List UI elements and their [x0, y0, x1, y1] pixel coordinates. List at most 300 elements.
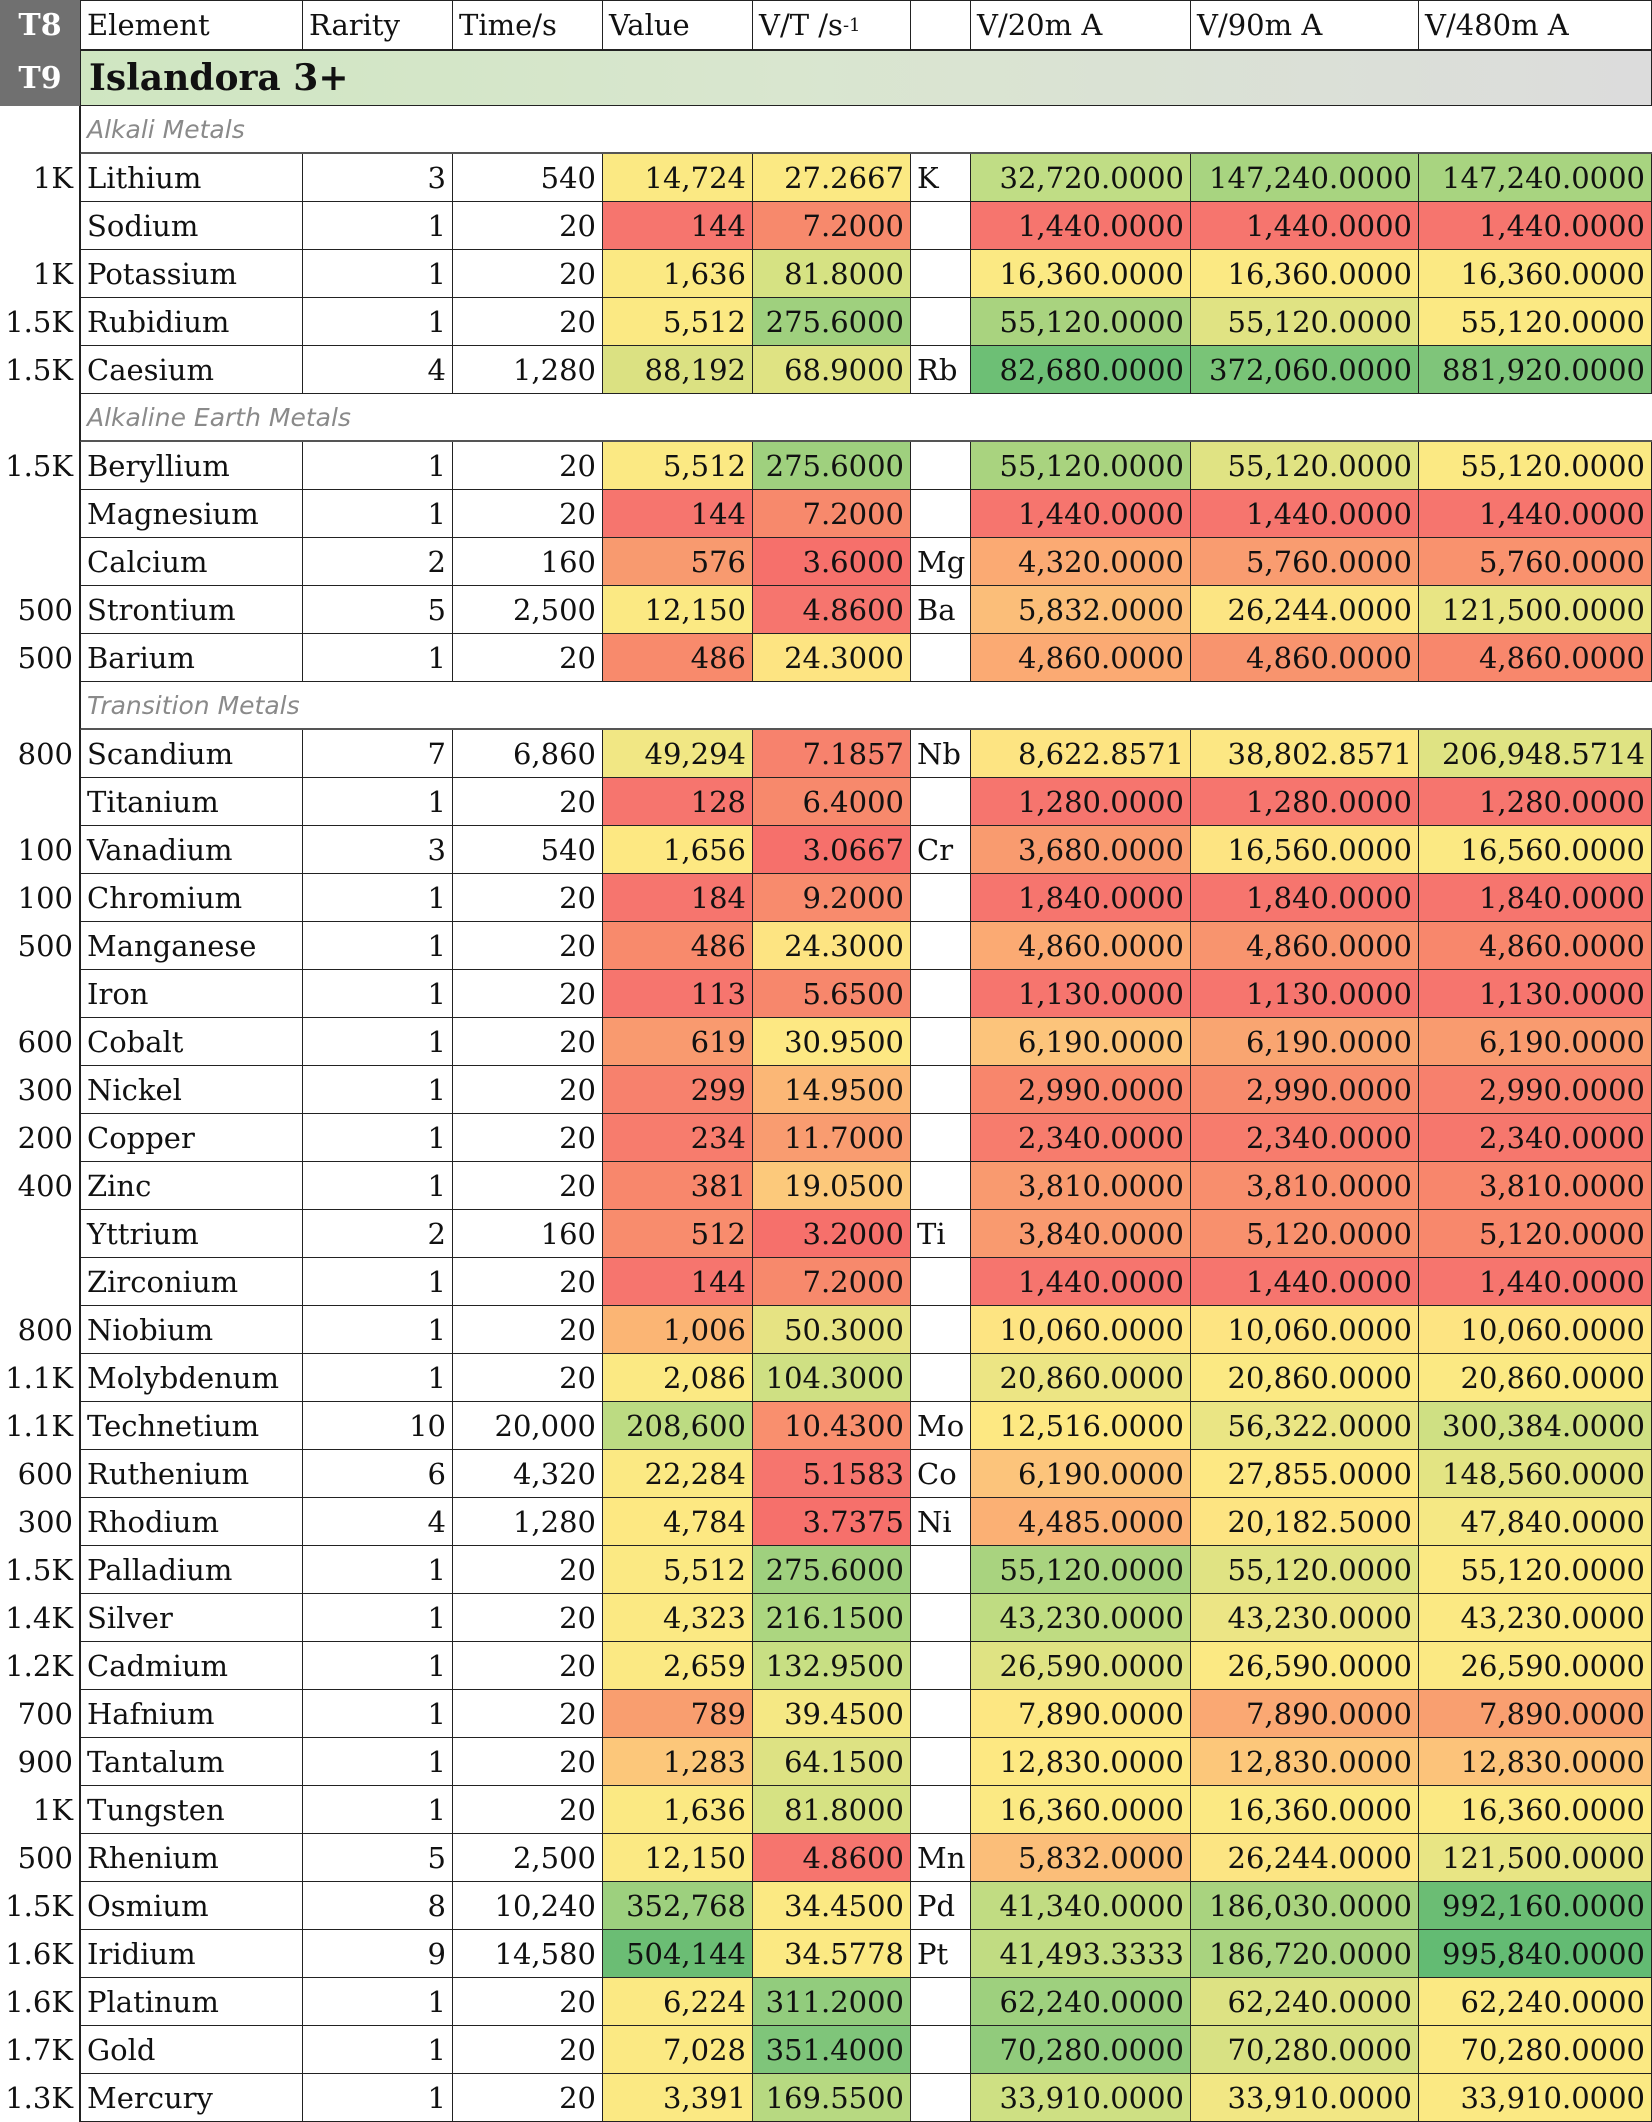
cell-vt[interactable]: 169.5500 — [752, 2074, 910, 2122]
cell-element[interactable]: Copper — [80, 1114, 302, 1162]
cell-element[interactable]: Platinum — [80, 1978, 302, 2026]
cell-vt[interactable]: 3.6000 — [752, 538, 910, 586]
col-header-v480[interactable]: V/480m A — [1418, 0, 1652, 50]
cell-element[interactable]: Palladium — [80, 1546, 302, 1594]
cell-time[interactable]: 20 — [452, 298, 602, 346]
cell-element[interactable]: Gold — [80, 2026, 302, 2074]
cell-rarity[interactable]: 9 — [302, 1930, 452, 1978]
cell-ref[interactable]: Pt — [910, 1930, 970, 1978]
cell-rarity[interactable]: 4 — [302, 1498, 452, 1546]
cell-v20[interactable]: 41,493.3333 — [970, 1930, 1190, 1978]
cell-time[interactable]: 540 — [452, 154, 602, 202]
cell-element[interactable]: Caesium — [80, 346, 302, 394]
cell-ref[interactable]: Mo — [910, 1402, 970, 1450]
cell-v480[interactable]: 147,240.0000 — [1418, 154, 1652, 202]
cell-v90[interactable]: 16,360.0000 — [1190, 250, 1418, 298]
cell-v20[interactable]: 2,990.0000 — [970, 1066, 1190, 1114]
cell-value[interactable]: 234 — [602, 1114, 752, 1162]
cell-value[interactable]: 5,512 — [602, 442, 752, 490]
cell-element[interactable]: Titanium — [80, 778, 302, 826]
cell-v20[interactable]: 55,120.0000 — [970, 298, 1190, 346]
cell-ref[interactable] — [910, 1786, 970, 1834]
cell-v480[interactable]: 16,560.0000 — [1418, 826, 1652, 874]
cell-v480[interactable]: 3,810.0000 — [1418, 1162, 1652, 1210]
cell-value[interactable]: 128 — [602, 778, 752, 826]
cell-ref[interactable] — [910, 2026, 970, 2074]
cell-rarity[interactable]: 1 — [302, 1306, 452, 1354]
cell-element[interactable]: Chromium — [80, 874, 302, 922]
cell-time[interactable]: 20 — [452, 1738, 602, 1786]
cell-v90[interactable]: 33,910.0000 — [1190, 2074, 1418, 2122]
cell-rarity[interactable]: 4 — [302, 346, 452, 394]
cell-value[interactable]: 1,636 — [602, 250, 752, 298]
cell-v20[interactable]: 12,516.0000 — [970, 1402, 1190, 1450]
cell-element[interactable]: Nickel — [80, 1066, 302, 1114]
cell-vt[interactable]: 14.9500 — [752, 1066, 910, 1114]
cell-value[interactable]: 4,323 — [602, 1594, 752, 1642]
cell-ref[interactable]: Co — [910, 1450, 970, 1498]
cell-element[interactable]: Magnesium — [80, 490, 302, 538]
cell-time[interactable]: 20 — [452, 2074, 602, 2122]
cell-rarity[interactable]: 1 — [302, 634, 452, 682]
cell-time[interactable]: 20 — [452, 490, 602, 538]
cell-v90[interactable]: 1,440.0000 — [1190, 1258, 1418, 1306]
cell-ref[interactable] — [910, 778, 970, 826]
cell-v90[interactable]: 16,560.0000 — [1190, 826, 1418, 874]
cell-vt[interactable]: 81.8000 — [752, 1786, 910, 1834]
cell-vt[interactable]: 3.2000 — [752, 1210, 910, 1258]
cell-vt[interactable]: 27.2667 — [752, 154, 910, 202]
cell-ref[interactable]: Mg — [910, 538, 970, 586]
cell-vt[interactable]: 19.0500 — [752, 1162, 910, 1210]
cell-vt[interactable]: 275.6000 — [752, 1546, 910, 1594]
col-header-element[interactable]: Element — [80, 0, 302, 50]
cell-value[interactable]: 5,512 — [602, 1546, 752, 1594]
cell-v20[interactable]: 70,280.0000 — [970, 2026, 1190, 2074]
cell-v90[interactable]: 7,890.0000 — [1190, 1690, 1418, 1738]
cell-vt[interactable]: 104.3000 — [752, 1354, 910, 1402]
col-header-v20[interactable]: V/20m A — [970, 0, 1190, 50]
col-header-v90[interactable]: V/90m A — [1190, 0, 1418, 50]
cell-v90[interactable]: 1,130.0000 — [1190, 970, 1418, 1018]
cell-v20[interactable]: 33,910.0000 — [970, 2074, 1190, 2122]
cell-vt[interactable]: 3.7375 — [752, 1498, 910, 1546]
cell-v90[interactable]: 2,990.0000 — [1190, 1066, 1418, 1114]
cell-v20[interactable]: 62,240.0000 — [970, 1978, 1190, 2026]
cell-value[interactable]: 3,391 — [602, 2074, 752, 2122]
cell-v20[interactable]: 4,485.0000 — [970, 1498, 1190, 1546]
cell-element[interactable]: Iron — [80, 970, 302, 1018]
cell-rarity[interactable]: 7 — [302, 730, 452, 778]
cell-vt[interactable]: 7.2000 — [752, 1258, 910, 1306]
cell-time[interactable]: 540 — [452, 826, 602, 874]
cell-value[interactable]: 352,768 — [602, 1882, 752, 1930]
cell-vt[interactable]: 4.8600 — [752, 1834, 910, 1882]
cell-vt[interactable]: 275.6000 — [752, 298, 910, 346]
cell-rarity[interactable]: 5 — [302, 1834, 452, 1882]
cell-v480[interactable]: 881,920.0000 — [1418, 346, 1652, 394]
cell-value[interactable]: 5,512 — [602, 298, 752, 346]
cell-v90[interactable]: 20,860.0000 — [1190, 1354, 1418, 1402]
cell-value[interactable]: 144 — [602, 1258, 752, 1306]
cell-ref[interactable] — [910, 202, 970, 250]
cell-v20[interactable]: 26,590.0000 — [970, 1642, 1190, 1690]
cell-vt[interactable]: 10.4300 — [752, 1402, 910, 1450]
cell-element[interactable]: Rubidium — [80, 298, 302, 346]
cell-ref[interactable] — [910, 1162, 970, 1210]
cell-element[interactable]: Yttrium — [80, 1210, 302, 1258]
cell-time[interactable]: 20 — [452, 250, 602, 298]
cell-v480[interactable]: 62,240.0000 — [1418, 1978, 1652, 2026]
cell-time[interactable]: 20 — [452, 874, 602, 922]
cell-value[interactable]: 7,028 — [602, 2026, 752, 2074]
cell-v480[interactable]: 33,910.0000 — [1418, 2074, 1652, 2122]
cell-v20[interactable]: 6,190.0000 — [970, 1450, 1190, 1498]
cell-rarity[interactable]: 1 — [302, 298, 452, 346]
cell-time[interactable]: 4,320 — [452, 1450, 602, 1498]
cell-v480[interactable]: 148,560.0000 — [1418, 1450, 1652, 1498]
col-header-ref[interactable] — [910, 0, 970, 50]
cell-v20[interactable]: 32,720.0000 — [970, 154, 1190, 202]
cell-v90[interactable]: 10,060.0000 — [1190, 1306, 1418, 1354]
cell-rarity[interactable]: 1 — [302, 1978, 452, 2026]
cell-v20[interactable]: 16,360.0000 — [970, 1786, 1190, 1834]
cell-element[interactable]: Rhodium — [80, 1498, 302, 1546]
cell-vt[interactable]: 216.1500 — [752, 1594, 910, 1642]
cell-v480[interactable]: 1,280.0000 — [1418, 778, 1652, 826]
cell-rarity[interactable]: 1 — [302, 2074, 452, 2122]
cell-vt[interactable]: 132.9500 — [752, 1642, 910, 1690]
cell-rarity[interactable]: 1 — [302, 1258, 452, 1306]
cell-time[interactable]: 20 — [452, 1066, 602, 1114]
cell-rarity[interactable]: 1 — [302, 1690, 452, 1738]
cell-v20[interactable]: 1,130.0000 — [970, 970, 1190, 1018]
cell-element[interactable]: Mercury — [80, 2074, 302, 2122]
cell-v480[interactable]: 16,360.0000 — [1418, 1786, 1652, 1834]
cell-value[interactable]: 6,224 — [602, 1978, 752, 2026]
cell-element[interactable]: Potassium — [80, 250, 302, 298]
cell-vt[interactable]: 7.1857 — [752, 730, 910, 778]
cell-time[interactable]: 20 — [452, 1690, 602, 1738]
cell-v90[interactable]: 5,760.0000 — [1190, 538, 1418, 586]
cell-ref[interactable] — [910, 970, 970, 1018]
cell-vt[interactable]: 81.8000 — [752, 250, 910, 298]
cell-v480[interactable]: 4,860.0000 — [1418, 634, 1652, 682]
cell-time[interactable]: 14,580 — [452, 1930, 602, 1978]
cell-v20[interactable]: 5,832.0000 — [970, 1834, 1190, 1882]
cell-time[interactable]: 20 — [452, 778, 602, 826]
cell-v480[interactable]: 7,890.0000 — [1418, 1690, 1652, 1738]
cell-element[interactable]: Scandium — [80, 730, 302, 778]
cell-vt[interactable]: 311.2000 — [752, 1978, 910, 2026]
cell-v90[interactable]: 4,860.0000 — [1190, 634, 1418, 682]
cell-v480[interactable]: 2,990.0000 — [1418, 1066, 1652, 1114]
cell-element[interactable]: Zinc — [80, 1162, 302, 1210]
cell-element[interactable]: Zirconium — [80, 1258, 302, 1306]
cell-rarity[interactable]: 1 — [302, 250, 452, 298]
cell-value[interactable]: 88,192 — [602, 346, 752, 394]
cell-value[interactable]: 12,150 — [602, 586, 752, 634]
cell-value[interactable]: 512 — [602, 1210, 752, 1258]
cell-v90[interactable]: 12,830.0000 — [1190, 1738, 1418, 1786]
cell-time[interactable]: 2,500 — [452, 586, 602, 634]
cell-value[interactable]: 12,150 — [602, 1834, 752, 1882]
cell-ref[interactable]: Pd — [910, 1882, 970, 1930]
cell-v20[interactable]: 10,060.0000 — [970, 1306, 1190, 1354]
cell-rarity[interactable]: 3 — [302, 154, 452, 202]
cell-rarity[interactable]: 1 — [302, 1786, 452, 1834]
cell-element[interactable]: Lithium — [80, 154, 302, 202]
cell-time[interactable]: 20 — [452, 442, 602, 490]
cell-v90[interactable]: 3,810.0000 — [1190, 1162, 1418, 1210]
cell-vt[interactable]: 24.3000 — [752, 634, 910, 682]
cell-ref[interactable] — [910, 1354, 970, 1402]
cell-v480[interactable]: 20,860.0000 — [1418, 1354, 1652, 1402]
cell-v20[interactable]: 43,230.0000 — [970, 1594, 1190, 1642]
cell-ref[interactable] — [910, 1738, 970, 1786]
cell-time[interactable]: 160 — [452, 538, 602, 586]
col-header-value[interactable]: Value — [602, 0, 752, 50]
cell-v90[interactable]: 1,280.0000 — [1190, 778, 1418, 826]
cell-element[interactable]: Molybdenum — [80, 1354, 302, 1402]
cell-rarity[interactable]: 1 — [302, 970, 452, 1018]
cell-v20[interactable]: 1,840.0000 — [970, 874, 1190, 922]
cell-vt[interactable]: 50.3000 — [752, 1306, 910, 1354]
cell-vt[interactable]: 4.8600 — [752, 586, 910, 634]
cell-v20[interactable]: 20,860.0000 — [970, 1354, 1190, 1402]
cell-v480[interactable]: 10,060.0000 — [1418, 1306, 1652, 1354]
cell-value[interactable]: 486 — [602, 922, 752, 970]
cell-element[interactable]: Tungsten — [80, 1786, 302, 1834]
cell-vt[interactable]: 7.2000 — [752, 202, 910, 250]
cell-v480[interactable]: 121,500.0000 — [1418, 1834, 1652, 1882]
cell-value[interactable]: 144 — [602, 490, 752, 538]
cell-v90[interactable]: 186,720.0000 — [1190, 1930, 1418, 1978]
cell-time[interactable]: 20 — [452, 1162, 602, 1210]
cell-v480[interactable]: 5,760.0000 — [1418, 538, 1652, 586]
cell-value[interactable]: 1,636 — [602, 1786, 752, 1834]
cell-v20[interactable]: 12,830.0000 — [970, 1738, 1190, 1786]
cell-vt[interactable]: 64.1500 — [752, 1738, 910, 1786]
cell-v480[interactable]: 26,590.0000 — [1418, 1642, 1652, 1690]
cell-v90[interactable]: 1,840.0000 — [1190, 874, 1418, 922]
cell-rarity[interactable]: 2 — [302, 1210, 452, 1258]
cell-rarity[interactable]: 1 — [302, 1546, 452, 1594]
cell-v20[interactable]: 7,890.0000 — [970, 1690, 1190, 1738]
cell-element[interactable]: Rhenium — [80, 1834, 302, 1882]
cell-vt[interactable]: 68.9000 — [752, 346, 910, 394]
cell-v20[interactable]: 4,320.0000 — [970, 538, 1190, 586]
cell-ref[interactable]: Cr — [910, 826, 970, 874]
cell-ref[interactable] — [910, 1546, 970, 1594]
cell-ref[interactable] — [910, 922, 970, 970]
cell-rarity[interactable]: 1 — [302, 1114, 452, 1162]
cell-time[interactable]: 20 — [452, 1786, 602, 1834]
cell-element[interactable]: Sodium — [80, 202, 302, 250]
cell-v90[interactable]: 186,030.0000 — [1190, 1882, 1418, 1930]
cell-element[interactable]: Osmium — [80, 1882, 302, 1930]
cell-v20[interactable]: 16,360.0000 — [970, 250, 1190, 298]
cell-ref[interactable] — [910, 298, 970, 346]
cell-v90[interactable]: 2,340.0000 — [1190, 1114, 1418, 1162]
cell-time[interactable]: 20 — [452, 970, 602, 1018]
cell-v480[interactable]: 55,120.0000 — [1418, 442, 1652, 490]
cell-v480[interactable]: 5,120.0000 — [1418, 1210, 1652, 1258]
cell-rarity[interactable]: 3 — [302, 826, 452, 874]
cell-value[interactable]: 22,284 — [602, 1450, 752, 1498]
cell-element[interactable]: Hafnium — [80, 1690, 302, 1738]
cell-value[interactable]: 504,144 — [602, 1930, 752, 1978]
cell-value[interactable]: 49,294 — [602, 730, 752, 778]
cell-ref[interactable]: Ni — [910, 1498, 970, 1546]
cell-value[interactable]: 144 — [602, 202, 752, 250]
cell-ref[interactable]: Rb — [910, 346, 970, 394]
cell-v90[interactable]: 4,860.0000 — [1190, 922, 1418, 970]
cell-v480[interactable]: 43,230.0000 — [1418, 1594, 1652, 1642]
cell-element[interactable]: Vanadium — [80, 826, 302, 874]
cell-time[interactable]: 20 — [452, 2026, 602, 2074]
cell-value[interactable]: 208,600 — [602, 1402, 752, 1450]
cell-v480[interactable]: 995,840.0000 — [1418, 1930, 1652, 1978]
cell-v90[interactable]: 1,440.0000 — [1190, 202, 1418, 250]
cell-v90[interactable]: 26,244.0000 — [1190, 586, 1418, 634]
cell-v480[interactable]: 47,840.0000 — [1418, 1498, 1652, 1546]
cell-rarity[interactable]: 1 — [302, 874, 452, 922]
cell-v480[interactable]: 1,440.0000 — [1418, 1258, 1652, 1306]
col-header-time[interactable]: Time/s — [452, 0, 602, 50]
cell-value[interactable]: 2,659 — [602, 1642, 752, 1690]
cell-time[interactable]: 20 — [452, 1018, 602, 1066]
cell-element[interactable]: Niobium — [80, 1306, 302, 1354]
cell-v20[interactable]: 2,340.0000 — [970, 1114, 1190, 1162]
cell-v90[interactable]: 56,322.0000 — [1190, 1402, 1418, 1450]
cell-ref[interactable]: Mn — [910, 1834, 970, 1882]
cell-time[interactable]: 20 — [452, 1258, 602, 1306]
cell-v90[interactable]: 26,590.0000 — [1190, 1642, 1418, 1690]
cell-v480[interactable]: 55,120.0000 — [1418, 1546, 1652, 1594]
cell-v480[interactable]: 1,440.0000 — [1418, 202, 1652, 250]
cell-v480[interactable]: 55,120.0000 — [1418, 298, 1652, 346]
cell-value[interactable]: 1,283 — [602, 1738, 752, 1786]
cell-v90[interactable]: 16,360.0000 — [1190, 1786, 1418, 1834]
cell-v480[interactable]: 4,860.0000 — [1418, 922, 1652, 970]
cell-rarity[interactable]: 6 — [302, 1450, 452, 1498]
cell-element[interactable]: Cadmium — [80, 1642, 302, 1690]
cell-element[interactable]: Strontium — [80, 586, 302, 634]
cell-time[interactable]: 1,280 — [452, 346, 602, 394]
cell-rarity[interactable]: 1 — [302, 2026, 452, 2074]
cell-time[interactable]: 20 — [452, 1354, 602, 1402]
cell-value[interactable]: 184 — [602, 874, 752, 922]
cell-vt[interactable]: 39.4500 — [752, 1690, 910, 1738]
cell-v20[interactable]: 6,190.0000 — [970, 1018, 1190, 1066]
cell-time[interactable]: 20 — [452, 1546, 602, 1594]
cell-value[interactable]: 789 — [602, 1690, 752, 1738]
cell-v480[interactable]: 1,840.0000 — [1418, 874, 1652, 922]
cell-value[interactable]: 113 — [602, 970, 752, 1018]
cell-vt[interactable]: 5.6500 — [752, 970, 910, 1018]
cell-time[interactable]: 20,000 — [452, 1402, 602, 1450]
cell-value[interactable]: 381 — [602, 1162, 752, 1210]
cell-v20[interactable]: 82,680.0000 — [970, 346, 1190, 394]
cell-v90[interactable]: 55,120.0000 — [1190, 442, 1418, 490]
cell-v90[interactable]: 147,240.0000 — [1190, 154, 1418, 202]
cell-rarity[interactable]: 1 — [302, 1066, 452, 1114]
cell-v480[interactable]: 992,160.0000 — [1418, 1882, 1652, 1930]
cell-time[interactable]: 20 — [452, 1594, 602, 1642]
cell-ref[interactable] — [910, 1594, 970, 1642]
cell-vt[interactable]: 24.3000 — [752, 922, 910, 970]
cell-value[interactable]: 4,784 — [602, 1498, 752, 1546]
cell-v480[interactable]: 1,130.0000 — [1418, 970, 1652, 1018]
cell-rarity[interactable]: 1 — [302, 490, 452, 538]
cell-time[interactable]: 2,500 — [452, 1834, 602, 1882]
cell-element[interactable]: Manganese — [80, 922, 302, 970]
cell-time[interactable]: 20 — [452, 1306, 602, 1354]
cell-rarity[interactable]: 1 — [302, 1018, 452, 1066]
cell-v90[interactable]: 26,244.0000 — [1190, 1834, 1418, 1882]
cell-v90[interactable]: 27,855.0000 — [1190, 1450, 1418, 1498]
cell-v480[interactable]: 12,830.0000 — [1418, 1738, 1652, 1786]
cell-time[interactable]: 20 — [452, 1114, 602, 1162]
cell-vt[interactable]: 11.7000 — [752, 1114, 910, 1162]
cell-v90[interactable]: 70,280.0000 — [1190, 2026, 1418, 2074]
cell-element[interactable]: Tantalum — [80, 1738, 302, 1786]
cell-v20[interactable]: 3,810.0000 — [970, 1162, 1190, 1210]
cell-v20[interactable]: 4,860.0000 — [970, 922, 1190, 970]
cell-v20[interactable]: 55,120.0000 — [970, 442, 1190, 490]
cell-rarity[interactable]: 1 — [302, 1162, 452, 1210]
cell-value[interactable]: 2,086 — [602, 1354, 752, 1402]
cell-time[interactable]: 20 — [452, 922, 602, 970]
cell-v20[interactable]: 41,340.0000 — [970, 1882, 1190, 1930]
cell-v90[interactable]: 43,230.0000 — [1190, 1594, 1418, 1642]
cell-ref[interactable] — [910, 1690, 970, 1738]
cell-v90[interactable]: 6,190.0000 — [1190, 1018, 1418, 1066]
cell-ref[interactable] — [910, 2074, 970, 2122]
cell-rarity[interactable]: 1 — [302, 778, 452, 826]
cell-v480[interactable]: 1,440.0000 — [1418, 490, 1652, 538]
cell-vt[interactable]: 34.5778 — [752, 1930, 910, 1978]
cell-value[interactable]: 299 — [602, 1066, 752, 1114]
cell-v480[interactable]: 70,280.0000 — [1418, 2026, 1652, 2074]
cell-time[interactable]: 20 — [452, 1978, 602, 2026]
cell-v480[interactable]: 2,340.0000 — [1418, 1114, 1652, 1162]
cell-rarity[interactable]: 1 — [302, 1594, 452, 1642]
cell-rarity[interactable]: 1 — [302, 202, 452, 250]
cell-v20[interactable]: 5,832.0000 — [970, 586, 1190, 634]
cell-element[interactable]: Technetium — [80, 1402, 302, 1450]
cell-value[interactable]: 1,656 — [602, 826, 752, 874]
cell-element[interactable]: Silver — [80, 1594, 302, 1642]
cell-v90[interactable]: 55,120.0000 — [1190, 1546, 1418, 1594]
cell-value[interactable]: 1,006 — [602, 1306, 752, 1354]
cell-time[interactable]: 10,240 — [452, 1882, 602, 1930]
cell-value[interactable]: 576 — [602, 538, 752, 586]
cell-ref[interactable] — [910, 874, 970, 922]
cell-v90[interactable]: 38,802.8571 — [1190, 730, 1418, 778]
cell-vt[interactable]: 5.1583 — [752, 1450, 910, 1498]
cell-rarity[interactable]: 1 — [302, 1738, 452, 1786]
cell-v20[interactable]: 3,840.0000 — [970, 1210, 1190, 1258]
cell-ref[interactable] — [910, 634, 970, 682]
cell-element[interactable]: Cobalt — [80, 1018, 302, 1066]
cell-rarity[interactable]: 2 — [302, 538, 452, 586]
cell-v90[interactable]: 62,240.0000 — [1190, 1978, 1418, 2026]
cell-v480[interactable]: 206,948.5714 — [1418, 730, 1652, 778]
cell-time[interactable]: 1,280 — [452, 1498, 602, 1546]
cell-rarity[interactable]: 1 — [302, 1354, 452, 1402]
